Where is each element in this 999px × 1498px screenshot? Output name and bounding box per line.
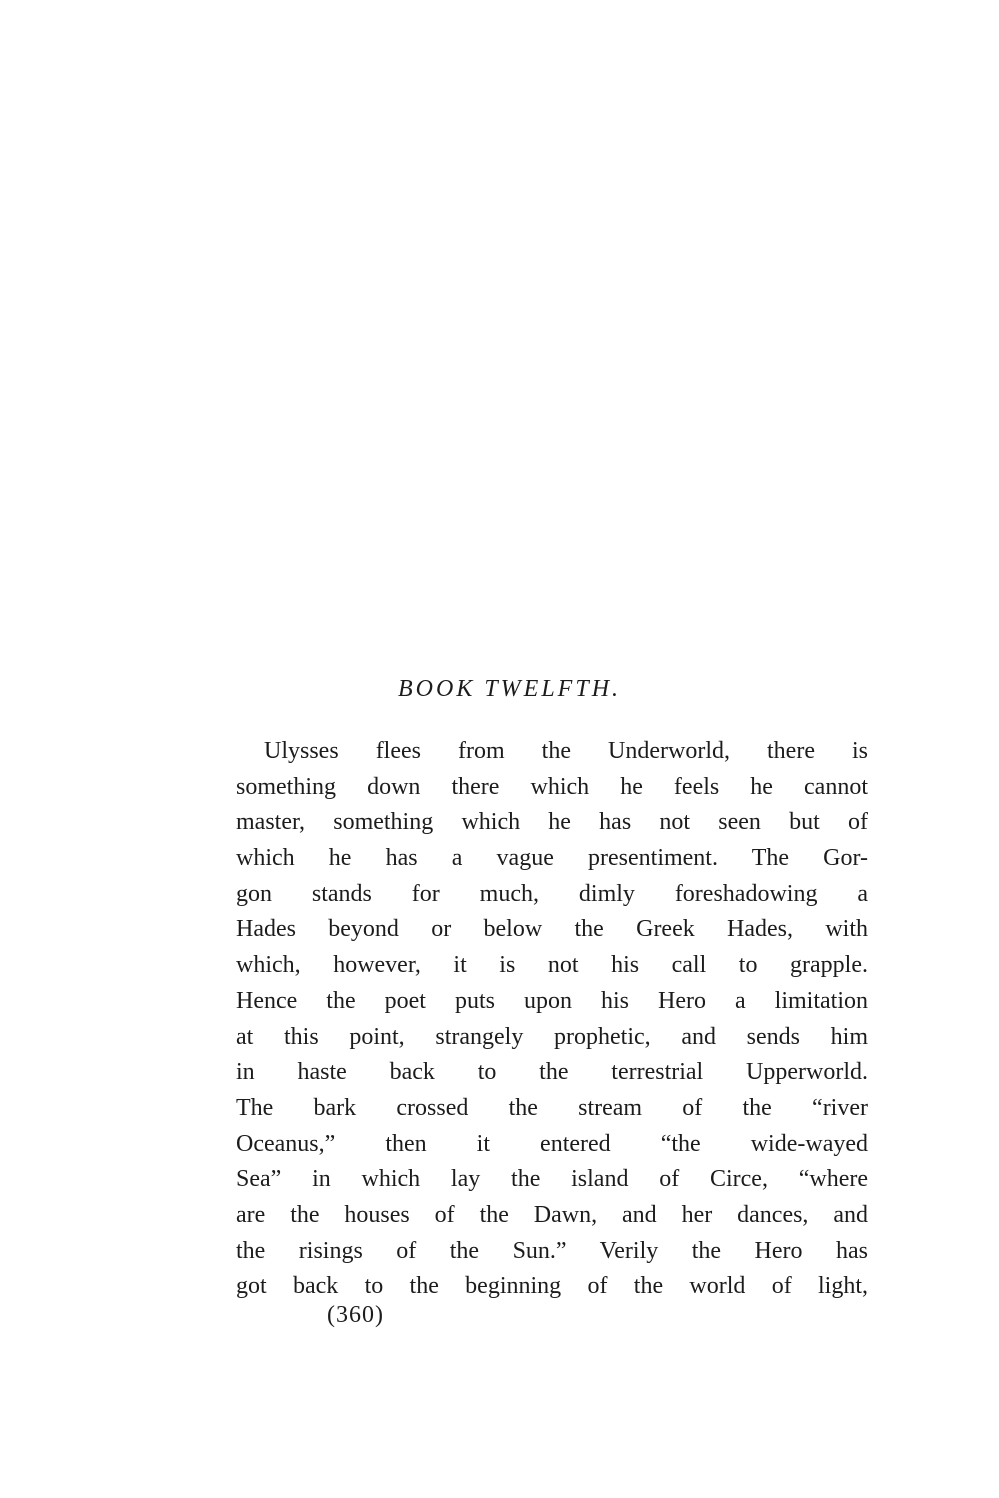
text-line: Ulysses flees from the Underworld, there is — [264, 738, 868, 764]
text-line: gon stands for much, dimly foreshadowing a — [236, 880, 868, 907]
text-line: at this point, strangely prophetic, and sends him — [236, 1023, 868, 1050]
text-line: master, something which he has not seen but of — [236, 809, 868, 836]
chapter-heading: BOOK TWELFTH. — [398, 676, 622, 702]
text-line: which he has a vague presentiment. The Gor- — [236, 845, 868, 872]
text-line: Sea” in which lay the island of Circe, “where — [236, 1166, 868, 1193]
text-line: The bark crossed the stream of the “river — [236, 1094, 868, 1121]
text-line: are the houses of the Dawn, and her dances, and — [236, 1201, 868, 1228]
text-line: Hence the poet puts upon his Hero a limitation — [236, 987, 868, 1014]
text-line: something down there which he feels he cannot — [236, 773, 868, 800]
text-line: in haste back to the terrestrial Upperworld. — [236, 1059, 868, 1086]
text-line: got back to the beginning of the world of light, — [236, 1273, 868, 1300]
body-text — [236, 734, 868, 1305]
page-number: (360) — [327, 1302, 384, 1328]
text-line: the risings of the Sun.” Verily the Hero has — [236, 1237, 868, 1264]
text-line: Hades beyond or below the Greek Hades, with — [236, 916, 868, 943]
text-line: which, however, it is not his call to grapple. — [236, 952, 868, 979]
text-line: Oceanus,” then it entered “the wide-wayed — [236, 1130, 868, 1157]
